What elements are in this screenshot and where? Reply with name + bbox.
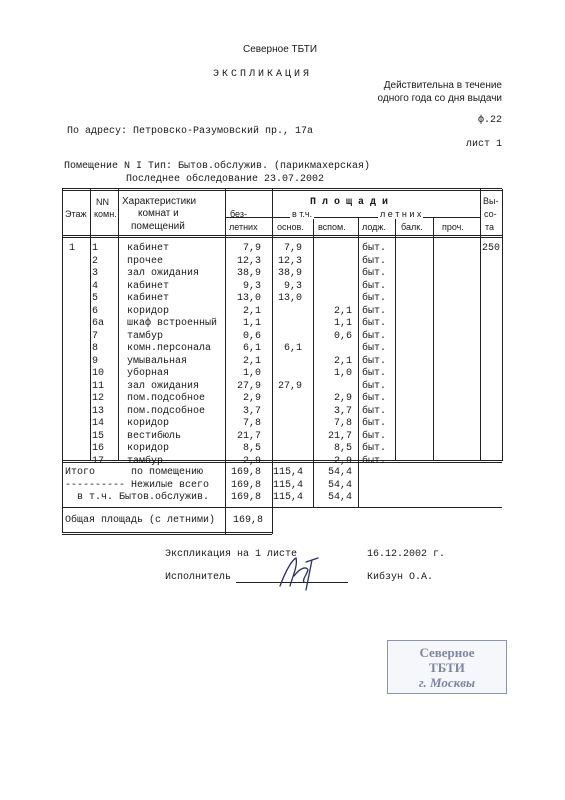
cell-floor: 1	[69, 243, 76, 254]
col-other: проч.	[442, 222, 464, 232]
cell-total: 8,5	[242, 443, 261, 454]
cell-name: уборная	[127, 368, 170, 379]
cell-total: 0,6	[242, 330, 261, 342]
cell-total: 2,1	[242, 355, 261, 367]
cell-name: кабинет	[127, 243, 170, 254]
cell-note: быт.	[362, 405, 387, 417]
cell-note: быт.	[362, 293, 387, 304]
cell-aux: 2,1	[333, 305, 352, 317]
cell-nn: 5	[92, 293, 99, 304]
cell-nn: 17	[92, 455, 105, 467]
cell-nn: 3	[92, 268, 99, 279]
cell-total: 27,9	[236, 380, 261, 392]
cell-aux: 2,9	[333, 393, 352, 404]
cell-name: коридор	[127, 305, 170, 317]
cell-total: 1,0	[242, 368, 261, 379]
cell-note: быт.	[362, 305, 387, 317]
cell-nn: 13	[92, 405, 105, 417]
table-row	[0, 243, 565, 255]
col-nn-2: комн.	[94, 209, 117, 219]
cell-nn: 2	[92, 255, 99, 267]
cell-name: кабинет	[127, 280, 170, 292]
cell-total: 12,3	[236, 255, 261, 267]
col-incl: в т.ч.	[292, 209, 313, 219]
cell-total: 6,1	[242, 343, 261, 354]
totals-row	[0, 492, 565, 504]
totals-cell-label: Итого по помещению	[65, 467, 204, 478]
cell-note: быт.	[362, 243, 387, 254]
col-floor: Этаж	[65, 209, 87, 219]
table-row	[0, 356, 565, 368]
cell-total: 2,9	[242, 455, 261, 467]
col-main: основ.	[277, 222, 304, 232]
total-area-label: Общая площадь (с летними)	[65, 515, 216, 526]
cell-total: 2,9	[242, 393, 261, 404]
totals-cell-label: в т.ч. Бытов.обслужив.	[65, 492, 210, 503]
table-row	[0, 381, 565, 393]
cell-nn: 10	[92, 368, 105, 379]
cell-nn: 16	[92, 443, 105, 454]
cell-note: быт.	[362, 455, 387, 467]
cell-name: кабинет	[127, 293, 170, 304]
col-char-1: Характеристики	[122, 196, 197, 207]
cell-nn: 6а	[92, 318, 105, 329]
executor-label: Исполнитель	[165, 572, 232, 583]
cell-name: зал ожидания	[127, 380, 200, 392]
cell-total: 7,8	[242, 418, 261, 429]
col-height-1: Вы-	[483, 196, 499, 206]
cell-note: быт.	[362, 330, 387, 342]
col-without-summer-2: летних	[229, 222, 258, 232]
col-summer: л е т н и х	[380, 209, 422, 219]
cell-nn: 11	[92, 380, 105, 392]
executor-name: Кибзун О.А.	[367, 572, 434, 583]
cell-total: 3,7	[242, 405, 261, 417]
table-row	[0, 268, 565, 280]
cell-name: тамбур	[127, 330, 164, 342]
col-char-3: помещений	[131, 221, 185, 232]
cell-name: прочее	[127, 255, 164, 267]
cell-nn: 1	[92, 243, 99, 254]
cell-nn: 15	[92, 430, 105, 442]
col-without-summer-1: без-	[230, 209, 247, 219]
cell-note: быт.	[362, 255, 387, 267]
totals-cell-total: 169,8	[230, 479, 261, 491]
cell-nn: 14	[92, 418, 105, 429]
cell-note: быт.	[362, 343, 387, 354]
table-row	[0, 256, 565, 268]
cell-main: 7,9	[283, 243, 302, 254]
cell-aux: 7,8	[333, 418, 352, 429]
totals-cell-total: 169,8	[230, 492, 261, 503]
cell-main: 9,3	[283, 280, 302, 292]
cell-note: быт.	[362, 318, 387, 329]
last-survey: Последнее обследование 23.07.2002	[126, 174, 325, 185]
cell-main: 13,0	[277, 293, 302, 304]
cell-name: коридор	[127, 418, 170, 429]
cell-note: быт.	[362, 418, 387, 429]
cell-aux: 1,0	[333, 368, 352, 379]
sheets-note: Экспликация на 1 листе	[165, 549, 298, 560]
cell-aux: 1,1	[333, 318, 352, 329]
cell-aux: 3,7	[333, 405, 352, 417]
table-row	[0, 443, 565, 455]
premise-info: Помещение N I Тип: Бытов.обслужив. (парикмахерская)	[64, 161, 371, 172]
cell-note: быт.	[362, 280, 387, 292]
cell-main: 38,9	[277, 268, 302, 279]
cell-nn: 8	[92, 343, 99, 354]
address: По адресу: Петровско-Разумовский пр., 17а	[67, 126, 314, 137]
totals-cell-main: 115,4	[273, 479, 304, 491]
cell-aux: 2,1	[333, 355, 352, 367]
cell-total: 38,9	[236, 268, 261, 279]
cell-note: быт.	[362, 430, 387, 442]
stamp-line-1: Северное	[419, 645, 475, 660]
validity-line-2: одного года со дня выдачи	[377, 93, 502, 104]
cell-note: быт.	[362, 368, 387, 379]
validity-line-1: Действительна в течение	[383, 80, 502, 91]
cell-total: 13,0	[236, 293, 261, 304]
organization-name: Северное ТБТИ	[243, 44, 318, 55]
cell-aux: 21,7	[327, 430, 352, 442]
col-areas: П л о щ а д и	[310, 197, 389, 208]
cell-total: 7,9	[242, 243, 261, 254]
totals-cell-aux: 54,4	[327, 479, 352, 491]
col-char-2: комнат и	[138, 208, 179, 219]
table-row	[0, 318, 565, 330]
col-height-3: та	[485, 222, 495, 232]
cell-note: быт.	[362, 380, 387, 392]
table-row	[0, 293, 565, 305]
cell-aux: 2,9	[333, 455, 352, 467]
totals-cell-label: ---------- Нежилые всего	[65, 479, 210, 491]
cell-note: быт.	[362, 393, 387, 404]
cell-aux: 8,5	[333, 443, 352, 454]
table-row	[0, 431, 565, 443]
cell-total: 9,3	[242, 280, 261, 292]
cell-name: шкаф встроенный	[127, 318, 218, 329]
signature-icon	[272, 552, 332, 592]
sheet-number: лист 1	[465, 139, 502, 150]
table-row	[0, 331, 565, 343]
footer-date: 16.12.2002 г.	[367, 549, 446, 560]
cell-main: 12,3	[277, 255, 302, 267]
cell-name: тамбур	[127, 455, 164, 467]
totals-row	[0, 467, 565, 479]
table-row	[0, 406, 565, 418]
cell-main: 27,9	[277, 380, 302, 392]
cell-aux: 0,6	[333, 330, 352, 342]
table-row	[0, 306, 565, 318]
organization-stamp	[387, 640, 507, 694]
totals-row	[0, 480, 565, 492]
cell-name: вестибюль	[127, 430, 182, 442]
col-height-2: со-	[484, 209, 497, 219]
totals-cell-total: 169,8	[230, 467, 261, 478]
cell-total: 1,1	[242, 318, 261, 329]
cell-note: быт.	[362, 443, 387, 454]
cell-height: 250	[482, 243, 501, 254]
cell-name: зал ожидания	[127, 268, 200, 279]
col-balcony: балк.	[401, 222, 423, 232]
col-aux: вспом.	[318, 222, 346, 232]
cell-name: умывальная	[127, 355, 188, 367]
cell-name: коридор	[127, 443, 170, 454]
document-title: ЭКСПЛИКАЦИЯ	[213, 69, 313, 80]
totals-cell-aux: 54,4	[327, 492, 352, 503]
totals-cell-main: 115,4	[273, 492, 304, 503]
cell-note: быт.	[362, 268, 387, 279]
cell-name: пом.подсобное	[127, 393, 206, 404]
cell-total: 21,7	[236, 430, 261, 442]
col-nn-1: NN	[96, 197, 109, 207]
cell-name: пом.подсобное	[127, 405, 206, 417]
form-number: ф.22	[477, 115, 502, 126]
table-row	[0, 456, 565, 468]
table-row	[0, 368, 565, 380]
table-row	[0, 281, 565, 293]
cell-name: комн.персонала	[127, 343, 212, 354]
totals-cell-main: 115,4	[273, 467, 304, 478]
cell-note: быт.	[362, 355, 387, 367]
table-row	[0, 343, 565, 355]
cell-nn: 6	[92, 305, 99, 317]
cell-nn: 9	[92, 355, 99, 367]
cell-nn: 7	[92, 330, 99, 342]
cell-nn: 12	[92, 393, 105, 404]
cell-nn: 4	[92, 280, 99, 292]
totals-cell-aux: 54,4	[327, 467, 352, 478]
total-area-value: 169,8	[233, 515, 264, 526]
stamp-line-3: г. Москвы	[418, 675, 476, 690]
col-loggia: лодж.	[362, 222, 386, 232]
table-row	[0, 393, 565, 405]
cell-total: 2,1	[242, 305, 261, 317]
cell-main: 6,1	[283, 343, 302, 354]
table-row	[0, 418, 565, 430]
stamp-line-2: ТБТИ	[429, 660, 465, 675]
